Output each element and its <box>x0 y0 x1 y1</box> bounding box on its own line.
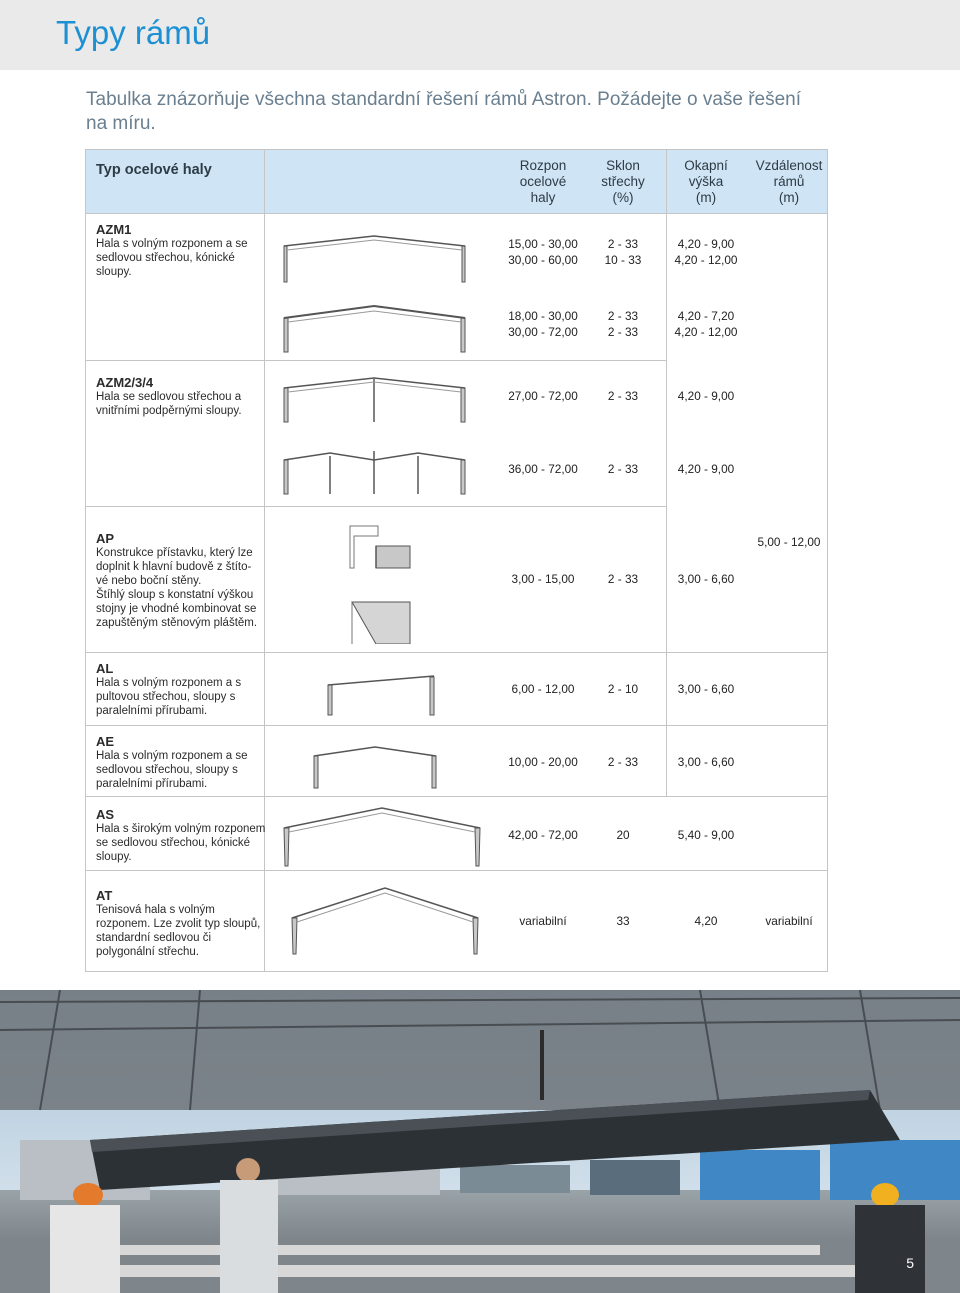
type-ap: AP Konstrukce přístavku, který lze doplnit k hlavní budově z štíto-vé nebo boční stěny. Štíhlý sloup s konstatní výškou stojny je vhodné kombinovat se zapuštěným stěnovým pláštěm. <box>96 531 258 629</box>
ae-eave: 3,00 - 6,60 <box>677 755 735 769</box>
azm2-a-span: 27,00 - 72,00 <box>508 389 578 403</box>
type-azm234: AZM2/3/4 Hala se sedlovou střechou a vnitřními podpěrnými sloupy. <box>96 375 242 417</box>
construction-photo <box>0 990 960 1293</box>
at-slope: 33 <box>616 914 630 928</box>
row-divider <box>86 725 827 726</box>
frame-diagram-ae <box>312 744 440 790</box>
type-azm1: AZM1 Hala s volným rozponem a se sedlovou střechou, kónické sloupy. <box>96 222 248 278</box>
as-slope: 20 <box>616 828 630 842</box>
azm2-b-slope: 2 - 33 <box>607 462 639 476</box>
page-number: 5 <box>906 1255 914 1271</box>
azm2-b-eave: 4,20 - 9,00 <box>677 462 735 476</box>
frame-diagram-as <box>282 806 482 868</box>
al-slope: 2 - 10 <box>607 682 639 696</box>
frame-diagram-azm1 <box>282 234 472 284</box>
ap-slope: 2 - 33 <box>607 572 639 586</box>
row-divider <box>86 652 827 653</box>
header-slope: Sklon střechy (%) <box>601 158 645 205</box>
azm1-b-span: 18,00 - 30,00 30,00 - 72,00 <box>508 309 578 339</box>
row-divider <box>86 796 827 797</box>
al-span: 6,00 - 12,00 <box>511 682 575 696</box>
col-divider <box>264 150 265 654</box>
row-divider <box>86 870 827 871</box>
intro-text: Tabulka znázorňuje všechna standardní řešení rámů Astron. Požádejte o vaše řešení na míru. <box>86 89 802 134</box>
row-divider <box>86 213 827 214</box>
at-span: variabilní <box>519 914 567 928</box>
at-eave: 4,20 <box>694 914 718 928</box>
row-divider <box>86 506 666 507</box>
type-al: AL Hala s volným rozponem a s pultovou střechou, sloupy s paralelními přírubami. <box>96 661 242 717</box>
shared-distance: 5,00 - 12,00 <box>757 535 821 549</box>
frame-diagram-azm1-b <box>282 304 472 354</box>
frame-types-table <box>85 149 828 972</box>
header-eave: Okapní výška (m) <box>684 158 728 205</box>
type-ae: AE Hala s volným rozponem a se sedlovou střechou, sloupy s paralelními přírubami. <box>96 734 248 790</box>
as-span: 42,00 - 72,00 <box>508 828 578 842</box>
azm1-a-eave: 4,20 - 9,00 4,20 - 12,00 <box>674 237 738 267</box>
frame-diagram-al <box>326 673 438 717</box>
ae-span: 10,00 - 20,00 <box>508 755 578 769</box>
ap-span: 3,00 - 15,00 <box>511 572 575 586</box>
azm2-a-eave: 4,20 - 9,00 <box>677 389 735 403</box>
row-divider <box>86 360 666 361</box>
ae-slope: 2 - 33 <box>607 755 639 769</box>
azm1-a-slope: 2 - 33 10 - 33 <box>604 237 642 267</box>
at-distance: variabilní <box>765 914 813 928</box>
header-span: Rozpon ocelové haly <box>519 158 567 205</box>
type-as: AS Hala s širokým volným rozponem se sedlovou střechou, kónické sloupy. <box>96 807 266 863</box>
header-type: Typ ocelové haly <box>96 162 212 178</box>
ap-eave: 3,00 - 6,60 <box>677 572 735 586</box>
al-eave: 3,00 - 6,60 <box>677 682 735 696</box>
frame-diagram-azm3 <box>282 448 472 496</box>
type-at: AT Tenisová hala s volným rozponem. Lze zvolit typ sloupů, standardní sedlovou či polygonální střechu. <box>96 888 261 958</box>
as-eave: 5,40 - 9,00 <box>677 828 735 842</box>
azm1-b-eave: 4,20 - 7,20 4,20 - 12,00 <box>674 309 738 339</box>
azm1-a-span: 15,00 - 30,00 30,00 - 60,00 <box>508 237 578 267</box>
frame-diagram-ap <box>348 524 412 644</box>
page-title: Typy rámů <box>56 14 211 51</box>
header-distance: Vzdálenost rámů (m) <box>755 158 823 205</box>
azm2-b-span: 36,00 - 72,00 <box>508 462 578 476</box>
azm2-a-slope: 2 - 33 <box>607 389 639 403</box>
header-bar <box>0 0 960 70</box>
azm1-b-slope: 2 - 33 2 - 33 <box>607 309 639 339</box>
frame-diagram-azm2 <box>282 376 472 424</box>
frame-diagram-at <box>290 886 480 956</box>
photo-illustration <box>0 990 960 1293</box>
